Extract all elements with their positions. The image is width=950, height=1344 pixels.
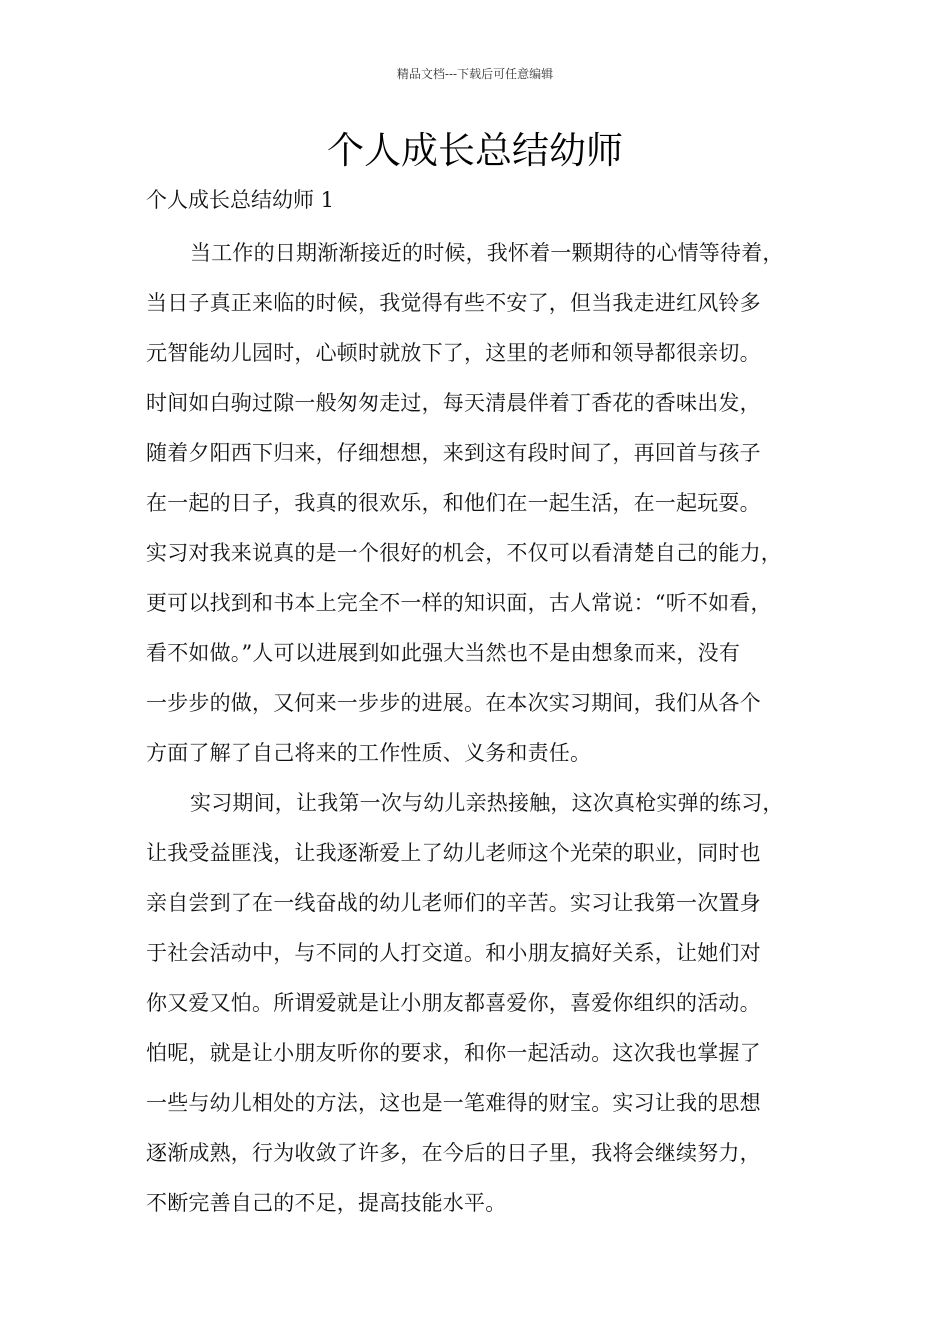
document-title: 个人成长总结幼师 [327,129,623,172]
paragraph-line: 实习期间，让我第一次与幼儿亲热接触，这次真枪实弹的练习， [190,791,784,815]
paragraph-line: 当工作的日期渐渐接近的时候，我怀着一颗期待的心情等待着， [190,241,784,265]
paragraph-line: 元智能幼儿园时，心顿时就放下了，这里的老师和领导都很亲切。 [146,341,761,365]
paragraph-line: 你又爱又怕。所谓爱就是让小朋友都喜爱你，喜爱你组织的活动。 [146,991,761,1015]
paragraph-line: 让我受益匪浅，让我逐渐爱上了幼儿老师这个光荣的职业，同时也 [146,841,761,865]
paragraph-line: 更可以找到和书本上完全不一样的知识面，古人常说：“听不如看， [146,591,772,615]
section-heading: 个人成长总结幼师 1 [146,188,335,212]
paragraph-line: 看不如做。”人可以进展到如此强大当然也不是由想象而来，没有 [146,641,741,665]
document-body [146,228,826,1228]
paragraph-line: 怕呢，就是让小朋友听你的要求，和你一起活动。这次我也掌握了 [146,1041,761,1065]
paragraph-line: 在一起的日子，我真的很欢乐，和他们在一起生活，在一起玩耍。 [146,491,761,515]
paragraph-line: 方面了解了自己将来的工作性质、义务和责任。 [146,741,592,765]
paragraph-line: 当日子真正来临的时候，我觉得有些不安了，但当我走进红风铃多 [146,291,761,315]
paragraph-line: 随着夕阳西下归来，仔细想想，来到这有段时间了，再回首与孩子 [146,441,761,465]
paragraph-2 [146,778,826,1228]
paragraph-line: 一些与幼儿相处的方法，这也是一笔难得的财宝。实习让我的思想 [146,1091,761,1115]
paragraph-line: 亲自尝到了在一线奋战的幼儿老师们的辛苦。实习让我第一次置身 [146,891,761,915]
paragraph-line: 一步步的做，又何来一步步的进展。在本次实习期间，我们从各个 [146,691,761,715]
paragraph-1 [146,228,826,778]
paragraph-line: 时间如白驹过隙一般匆匆走过，每天清晨伴着丁香花的香味出发， [146,391,761,415]
paragraph-line: 实习对我来说真的是一个很好的机会，不仅可以看清楚自己的能力， [146,541,782,565]
document-header-note: 精品文档---下载后可任意编辑 [396,67,554,81]
paragraph-line: 不断完善自己的不足，提高技能水平。 [146,1191,507,1215]
paragraph-line: 于社会活动中，与不同的人打交道。和小朋友搞好关系，让她们对 [146,941,761,965]
paragraph-line: 逐渐成熟，行为收敛了许多，在今后的日子里，我将会继续努力， [146,1141,761,1165]
